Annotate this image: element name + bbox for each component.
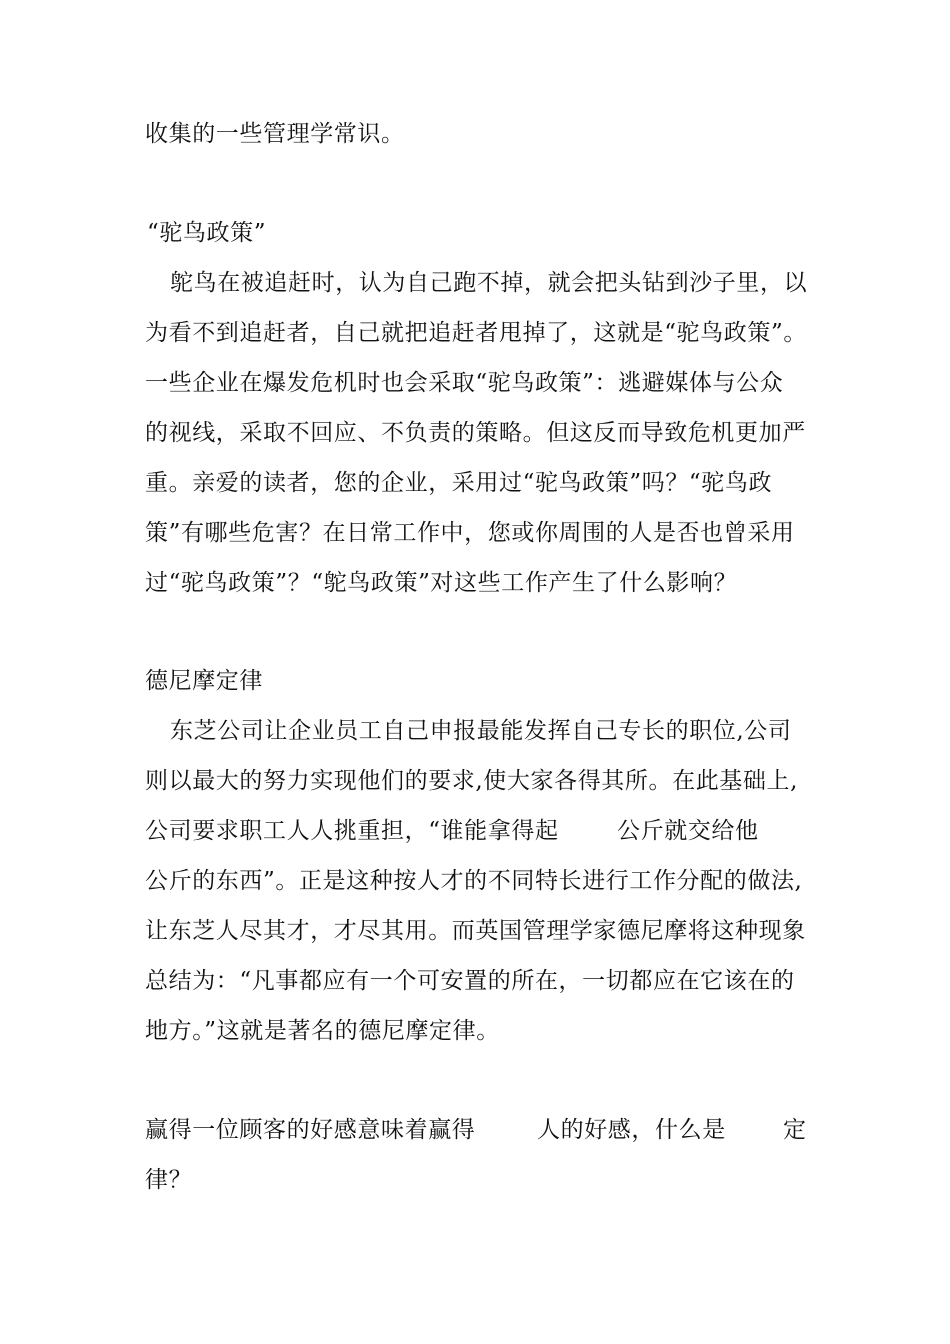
- paragraph-line: 策”有哪些危害？在日常工作中，您或你周围的人是否也曾采用: [145, 520, 795, 546]
- section-heading-part: 赢得一位顾客的好感意味着赢得: [145, 1117, 476, 1143]
- paragraph-line: 一些企业在爆发危机时也会采取“驼鸟政策”：逃避媒体与公众: [145, 370, 784, 396]
- paragraph-line: 东芝公司让企业员工自己申报最能发挥自己专长的职位,公司: [170, 718, 792, 744]
- paragraph-line: 公斤的东西”。正是这种按人才的不同特长进行工作分配的做法,: [145, 868, 803, 894]
- paragraph-line: 鸵鸟在被追赶时，认为自己跑不掉，就会把头钻到沙子里，以: [170, 270, 808, 296]
- paragraph-line: 总结为：“凡事都应有一个可安置的所在，一切都应在它该在的: [145, 968, 795, 994]
- paragraph-line: 则以最大的努力实现他们的要求,使大家各得其所。在此基础上,: [145, 768, 799, 794]
- section-heading-part: 律？: [145, 1167, 193, 1193]
- paragraph-line: 重。亲爱的读者，您的企业，采用过“驼鸟政策”吗？“驼鸟政: [145, 470, 773, 496]
- paragraph-line: 为看不到追赶者，自己就把追赶者甩掉了，这就是“驼鸟政策”。: [145, 320, 807, 346]
- paragraph-line: 过“驼鸟政策”？“鸵鸟政策”对这些工作产生了什么影响？: [145, 570, 738, 596]
- section-heading-denimo: 德尼摩定律: [145, 668, 263, 694]
- section-heading-ostrich: “驼鸟政策”: [147, 220, 267, 246]
- paragraph-line: 让东芝人尽其才，才尽其用。而英国管理学家德尼摩将这种现象: [145, 918, 806, 944]
- paragraph-line: 的视线，采取不回应、不负责的策略。但这反而导致危机更加严: [145, 420, 806, 446]
- section-heading-part: 人的好感，什么是: [537, 1117, 726, 1143]
- intro-text: 收集的一些管理学常识。: [145, 121, 405, 147]
- paragraph-line-part: 公司要求职工人人挑重担，“谁能拿得起: [145, 818, 559, 844]
- section-heading-part: 定: [783, 1117, 807, 1143]
- paragraph-line: 地方。”这就是著名的德尼摩定律。: [145, 1018, 500, 1044]
- paragraph-line-part: 公斤就交给他: [617, 818, 759, 844]
